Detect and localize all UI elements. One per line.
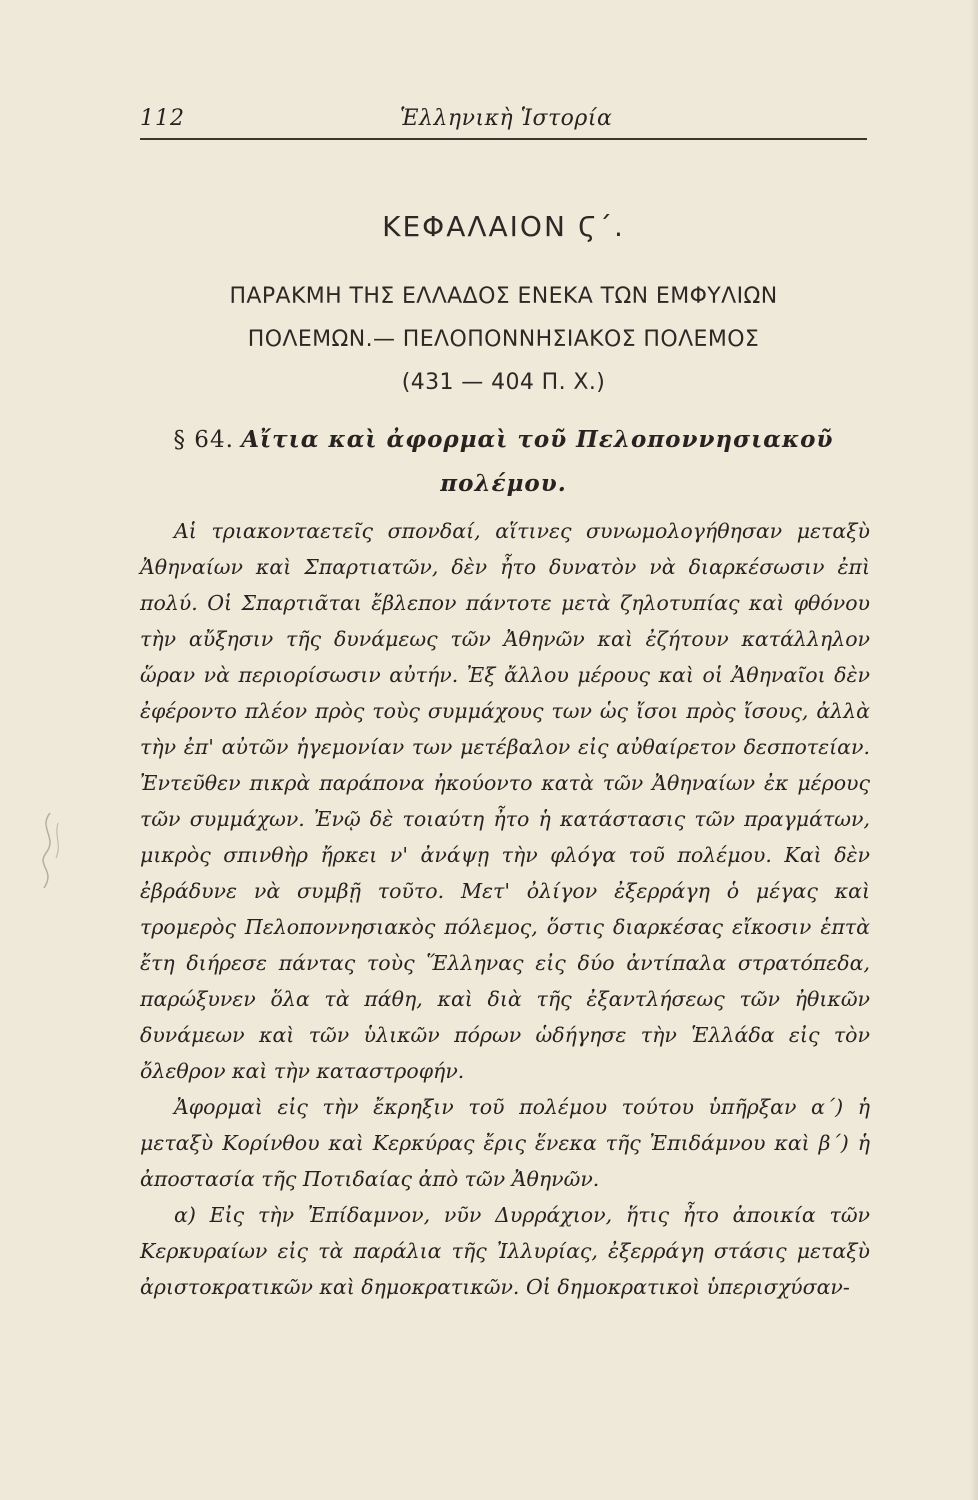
paragraph: Αἱ τριακονταετεῖς σπονδαί, αἵτινες συνωμολογήθησαν μεταξὺ Ἀθηναίων καὶ Σπαρτιατῶν, δὲν ἦτο δυνατὸν νὰ διαρκέσωσιν ἐπὶ πολύ. Οἱ Σπαρτιᾶται ἔβλεπον πάντοτε μετὰ ζηλοτυπίας καὶ φθόνου τὴν αὔξησιν τῆς δυνάμεως τῶν Ἀθηνῶν καὶ ἐζήτουν κατάλληλον ὥραν νὰ περιορίσωσιν αὐτήν. Ἐξ ἄλλου μέρους καὶ οἱ Ἀθηναῖοι δὲν ἐφέροντο πλέον πρὸς τοὺς συμμάχους των ὡς ἴσοι πρὸς ἴσους, ἀλλὰ τὴν ἐπ' αὐτῶν ἡγεμονίαν των μετέβαλον εἰς αὐθαίρετον δεσποτείαν. Ἐντεῦθεν πικρὰ παράπονα ἠκούοντο κατὰ τῶν Ἀθηναίων ἐκ μέρους τῶν συμμάχων. Ἐνῷ δὲ τοιαύτη ἦτο ἡ κατάστασις τῶν πραγμάτων, μικρὸς σπινθὴρ ἤρκει ν' ἀνάψῃ τὴν φλόγα τοῦ πολέμου. Καὶ δὲν ἐβράδυνε νὰ συμβῇ τοῦτο. Μετ' ὀλίγον ἐξερράγη ὁ μέγας καὶ τρομερὸς Πελοποννησιακὸς πόλεμος, ὅστις διαρκέσας εἴκοσιν ἑπτὰ ἔτη διήρεσε πάντας τοὺς Ἕλληνας εἰς δύο ἀντίπαλα στρατόπεδα, παρώξυνεν ὅλα τὰ πάθη, καὶ διὰ τῆς ἐξαντλήσεως τῶν ἠθικῶν δυνάμεων καὶ τῶν ὑλικῶν πόρων ὡδήγησε τὴν Ἑλλάδα εἰς τὸν ὄλεθρον καὶ τὴν καταστροφήν. <box>140 519 870 1083</box>
section-heading <box>140 418 867 506</box>
running-title: Ἑλληνικὴ Ἱστορία <box>400 106 613 131</box>
page-edge-shadow <box>970 0 978 1500</box>
chapter-subtitle-line-2: ΠΟΛΕΜΩΝ.— ΠΕΛΟΠΟΝΝΗΣΙΑΚΟΣ ΠΟΛΕΜΟΣ <box>247 327 760 352</box>
section-number: § 64. <box>173 427 234 453</box>
page-header <box>140 106 867 140</box>
handwritten-margin-mark <box>28 808 68 898</box>
chapter-subtitle <box>140 275 867 404</box>
paragraph: α) Εἰς τὴν Ἐπίδαμνον, νῦν Δυρράχιον, ἥτις ἦτο ἀποικία τῶν Κερκυραίων εἰς τὰ παράλια τῆς Ἰλλυρίας, ἐξερράγη στάσις μεταξὺ ἀριστοκρατικῶν καὶ δημοκρατικῶν. Οἱ δημοκρατικοὶ ὑπερισχύσαν- <box>140 1203 870 1299</box>
section-title-line-1: Αἴτια καὶ ἀφορμαὶ τοῦ Πελοποννησιακοῦ <box>241 426 834 453</box>
chapter-heading: ΚΕΦΑΛΑΙΟΝ Ϛ΄. <box>382 210 625 243</box>
page-number: 112 <box>140 106 185 131</box>
chapter-date-range: (431 — 404 Π. Χ.) <box>401 370 606 395</box>
section-title-line-2: πολέμου. <box>440 470 567 497</box>
body-text <box>140 513 870 1305</box>
chapter-subtitle-line-1: ΠΑΡΑΚΜΗ ΤΗΣ ΕΛΛΑΔΟΣ ΕΝΕΚΑ ΤΩΝ ΕΜΦΥΛΙΩΝ <box>229 284 778 309</box>
paragraph: Ἀφορμαὶ εἰς τὴν ἔκρηξιν τοῦ πολέμου τούτου ὑπῆρξαν α΄) ἡ μεταξὺ Κορίνθου καὶ Κερκύρας ἔρις ἕνεκα τῆς Ἐπιδάμνου καὶ β΄) ἡ ἀποστασία τῆς Ποτιδαίας ἀπὸ τῶν Ἀθηνῶν. <box>140 1095 870 1191</box>
